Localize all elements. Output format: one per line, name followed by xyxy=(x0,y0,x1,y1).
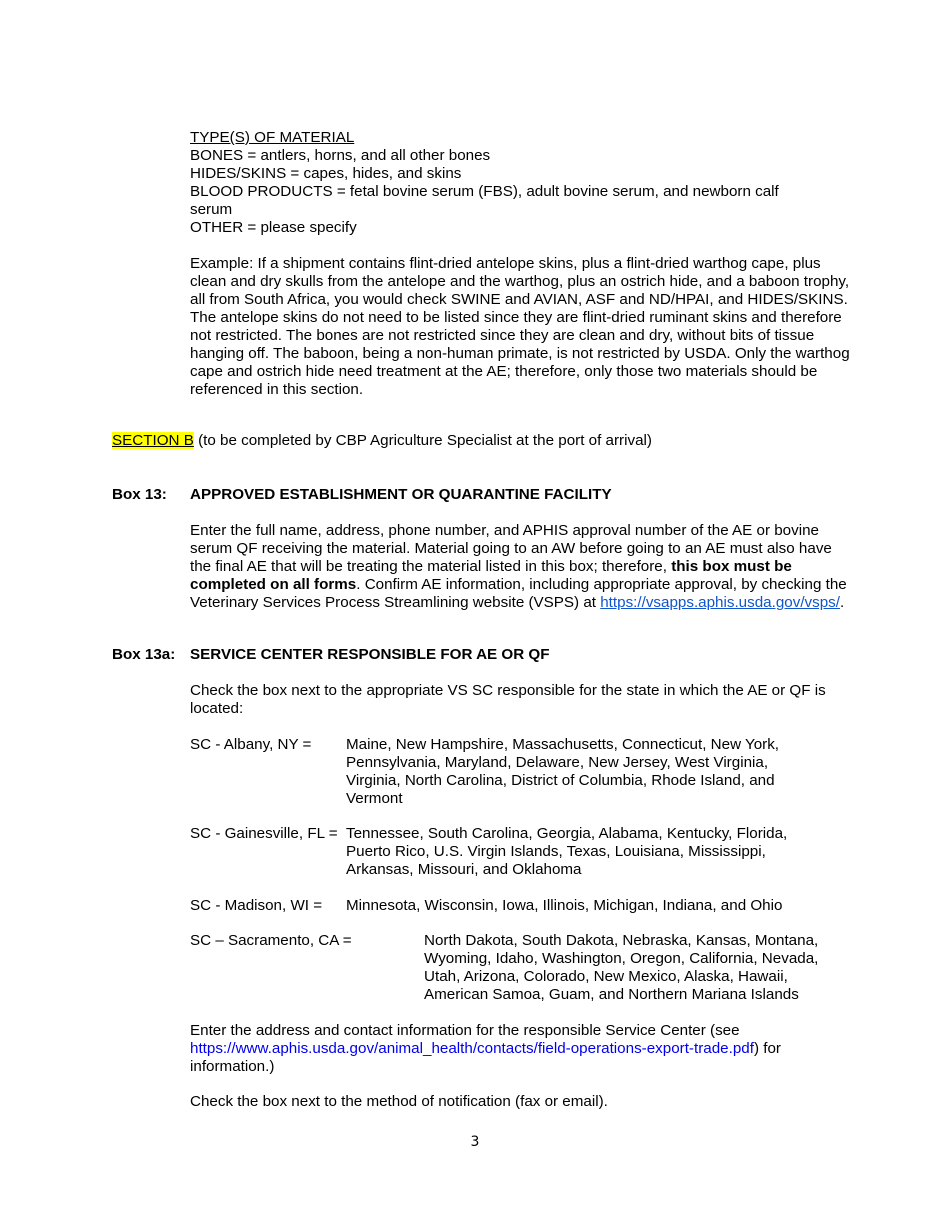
box13-title: APPROVED ESTABLISHMENT OR QUARANTINE FACILITY xyxy=(190,486,612,503)
sc-gainesville-states: Tennessee, South Carolina, Georgia, Alabama, Kentucky, Florida, Puerto Rico, U.S. Virgin Islands, Texas, Louisiana, Mississippi, Arkansas, Missouri, and Oklahoma xyxy=(346,825,788,878)
box13-label: Box 13: xyxy=(112,486,167,503)
box13-paragraph xyxy=(190,522,850,612)
field-operations-link[interactable]: https://www.aphis.usda.gov/animal_health/contacts/field-operations-export-trade.pdf xyxy=(190,1040,754,1057)
notification-text: Check the box next to the method of notification (fax or email). xyxy=(190,1093,608,1110)
box13a-intro: Check the box next to the appropriate VS SC responsible for the state in which the AE or QF is located: xyxy=(190,682,826,717)
materials-block xyxy=(190,129,850,237)
material-line-hides: HIDES/SKINS = capes, hides, and skins xyxy=(190,165,462,182)
contact-paragraph xyxy=(190,1022,850,1076)
sc-sacramento-states: North Dakota, South Dakota, Nebraska, Kansas, Montana, Wyoming, Idaho, Washington, Oregon, California, Nevada, Utah, Arizona, Colorado, New Mexico, Alaska, Hawaii, American Samoa, Guam, and Northern Mariana Islands xyxy=(424,932,819,1003)
contact-text-b: ) for information.) xyxy=(190,1040,781,1075)
box13-text-b: . Confirm AE information, including appropriate approval, by checking the Veterinary Services Process Streamlining website (VSPS) at xyxy=(190,576,847,611)
contact-text-a: Enter the address and contact information for the responsible Service Center (see xyxy=(190,1022,740,1039)
box13-text-bold: this box must be completed on all forms xyxy=(190,558,792,593)
vsps-link[interactable]: https://vsapps.aphis.usda.gov/vsps/ xyxy=(600,594,840,611)
box13-text-a: Enter the full name, address, phone number, and APHIS approval number of the AE or bovine serum QF receiving the material. Material going to an AW before going to an AE must also have the final AE that will be treating the material listed in this box; therefore, xyxy=(190,522,832,575)
material-line-blood: BLOOD PRODUCTS = fetal bovine serum (FBS), adult bovine serum, and newborn calf serum xyxy=(190,183,779,218)
section-b-line xyxy=(112,432,652,450)
section-b-label: SECTION B xyxy=(112,432,194,449)
sc-sacramento-name: SC – Sacramento, CA = xyxy=(190,932,352,949)
material-line-other: OTHER = please specify xyxy=(190,219,357,236)
sc-madison-states: Minnesota, Wisconsin, Iowa, Illinois, Michigan, Indiana, and Ohio xyxy=(346,897,783,914)
box13-text-c: . xyxy=(840,594,845,611)
example-paragraph: Example: If a shipment contains flint-dried antelope skins, plus a flint-dried warthog cape, plus clean and dry skulls from the antelope and the warthog, plus an ostrich hide, and a baboon trophy, all from South Africa, you would check SWINE and AVIAN, ASF and ND/HPAI, and HIDES/SKINS. The antelope skins do not need to be listed since they are flint-dried ruminant skins and therefore not restricted. The bones are not restricted since they are clean and dry, without bits of tissue hanging off. The baboon, being a non-human primate, is not restricted by USDA. Only the warthog cape and ostrich hide need treatment at the AE; therefore, only those two materials should be referenced in this section. xyxy=(190,255,850,398)
material-line-bones: BONES = antlers, horns, and all other bones xyxy=(190,147,491,164)
page-number: 3 xyxy=(470,1134,480,1150)
sc-madison-name: SC - Madison, WI = xyxy=(190,897,323,914)
box13a-title: SERVICE CENTER RESPONSIBLE FOR AE OR QF xyxy=(190,646,550,663)
box13a-label: Box 13a: xyxy=(112,646,176,663)
section-b-text: (to be completed by CBP Agriculture Specialist at the port of arrival) xyxy=(193,432,652,449)
sc-gainesville-name: SC - Gainesville, FL = xyxy=(190,825,338,842)
sc-albany-name: SC - Albany, NY = xyxy=(190,736,312,753)
materials-heading: TYPE(S) OF MATERIAL xyxy=(190,129,355,146)
sc-albany-states: Maine, New Hampshire, Massachusetts, Connecticut, New York, Pennsylvania, Maryland, Delaware, New Jersey, West Virginia, Virginia, North Carolina, District of Columbia, Rhode Island, and Vermont xyxy=(346,736,780,807)
